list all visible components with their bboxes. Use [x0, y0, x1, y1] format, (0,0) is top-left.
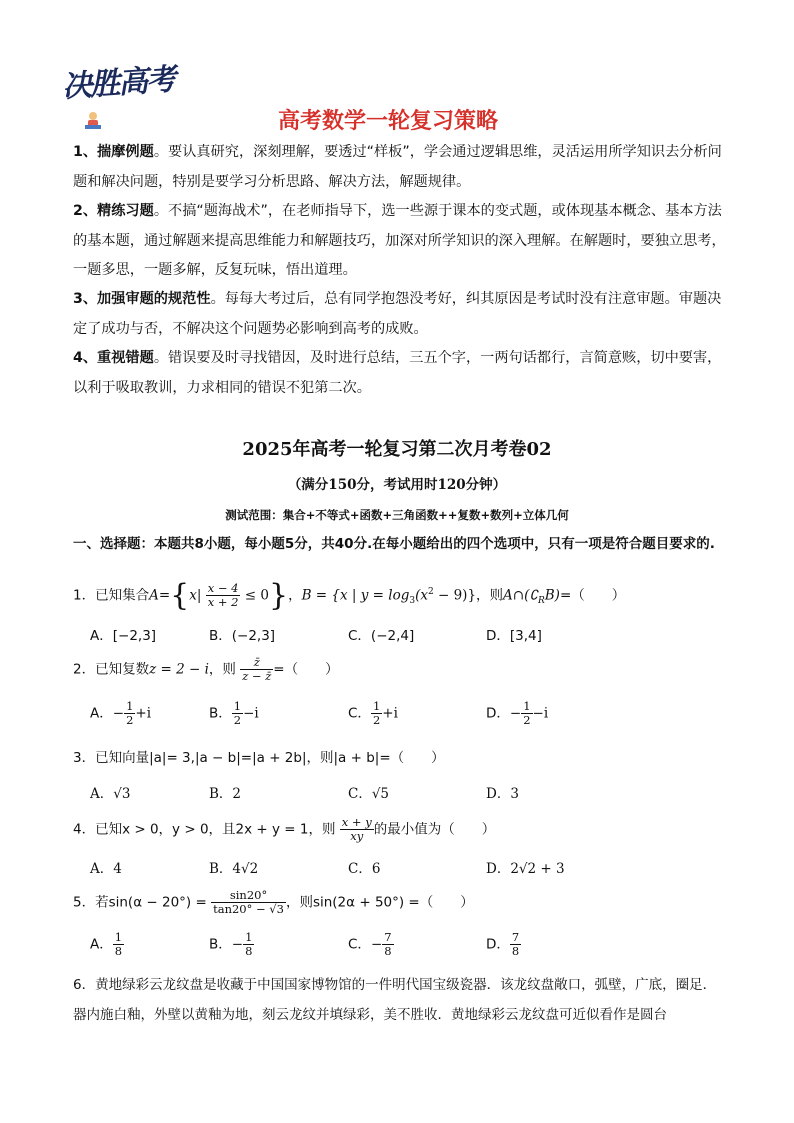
superscript: 2 — [427, 587, 434, 597]
question-6: 6．黄地绿彩云龙纹盘是收藏于中国国家博物馆的一件明代国宝级瓷器．该龙纹盘敞口，弧壁，广底，圈足．器内施白釉，外壁以黄釉为地，刻云龙纹并填绿彩，美不胜收．黄地绿彩云龙纹盘可近似看作是圆台 — [73, 977, 717, 1023]
strategy-item-head: 2、精练习题 — [73, 203, 154, 219]
numerator: 1 — [245, 930, 253, 944]
numerator: x + y — [341, 815, 372, 829]
subscript: 3 — [409, 596, 416, 607]
numerator: 7 — [511, 930, 520, 944]
denominator: 2 — [372, 713, 381, 727]
option-a[interactable]: A．[−2,3] — [90, 628, 157, 644]
math-var: x — [189, 587, 197, 604]
sign: − — [112, 705, 125, 722]
fraction — [232, 700, 243, 727]
math-expr: B) — [544, 587, 560, 604]
math-expr: −i — [243, 705, 259, 722]
numerator: 7 — [384, 930, 392, 944]
numerator: 1 — [114, 930, 123, 944]
exam-title: 2025年高考一轮复习第二次月考卷02 — [242, 439, 552, 460]
question-1 — [73, 578, 625, 613]
option-a[interactable] — [90, 931, 124, 958]
math-op: ≤ 0 — [244, 587, 269, 604]
strategy-item-body: 。错误要及时寻找错因，及时进行总结，三五个字，一两句话都行，言简意赅，切中要害，以利于吸取教训，力求相同的错误不犯第二次。 — [73, 350, 722, 396]
strategy-item-body: 。每每大考过后，总有同学抱怨没考好，纠其原因是考试时没有注意审题。审题决定了成功与否，不解决这个问题势必影响到高考的成败。 — [73, 291, 722, 337]
option-label: C． — [348, 936, 371, 953]
denominator: xy — [350, 829, 364, 843]
math-expr: z = 2 − i — [149, 661, 209, 678]
denominator: 2 — [126, 713, 134, 727]
math-expr: B = {x | y = log — [301, 587, 410, 604]
fraction — [521, 700, 532, 727]
sign: − — [509, 705, 522, 722]
option-a[interactable]: A．√3 — [90, 786, 131, 802]
question-3: 3．已知向量|a|= 3,|a − b|=|a + 2b|，则|a + b|=（ ） — [73, 750, 445, 766]
fraction — [211, 889, 286, 916]
option-a[interactable]: A．4 — [90, 861, 122, 877]
question-5 — [73, 889, 474, 916]
denominator: x + 2 — [207, 595, 239, 609]
math-expr: A∩(∁ — [503, 587, 538, 604]
right-brace-icon: } — [268, 578, 289, 613]
math-op: | — [196, 587, 202, 604]
question-text: ，则 — [208, 661, 236, 678]
denominator: tan20° − √3 — [213, 902, 284, 916]
brand-logo: 决胜高考 — [61, 62, 176, 105]
math-expr: − 9)} — [433, 587, 477, 604]
option-label: A． — [90, 936, 113, 953]
denominator: z − z̄ — [242, 669, 272, 683]
option-b[interactable] — [209, 700, 259, 727]
option-a[interactable] — [90, 700, 151, 727]
denominator: 8 — [384, 944, 392, 958]
option-d[interactable] — [486, 931, 521, 958]
student-illustration-icon — [82, 110, 104, 132]
question-text: ，则sin(2α + 50°) =（ ） — [285, 894, 474, 911]
option-d[interactable]: D．3 — [486, 786, 519, 802]
question-4 — [73, 816, 495, 843]
option-label: D． — [486, 705, 510, 722]
exam-scope: 测试范围：集合+不等式+函数+三角函数++复数+数列+立体几何 — [225, 508, 569, 522]
numerator: z̄ — [240, 656, 273, 670]
strategy-item-body: 。不搞“题海战术”，在老师指导下，选一些源于课本的变式题，或体现基本概念、基本方法的基本题，通过解题来提高思维能力和解题技巧，加深对所学知识的深入理解。在解题时，要独立思考，一题多思，一题多解，反复玩味，悟出道理。 — [73, 203, 726, 278]
fraction — [113, 931, 124, 958]
fraction — [510, 931, 521, 958]
numerator: 1 — [372, 699, 381, 713]
sign: − — [370, 936, 383, 953]
strategy-item-2 — [73, 197, 733, 286]
strategy-item-head: 4、重视错题 — [73, 350, 154, 366]
denominator: 2 — [233, 713, 242, 727]
option-d[interactable]: D．[3,4] — [486, 628, 542, 644]
option-c[interactable]: C．6 — [348, 861, 381, 877]
fraction — [243, 931, 254, 958]
exam-subtitle: （满分150分，考试用时120分钟） — [287, 477, 507, 493]
option-b[interactable]: B．2 — [209, 786, 242, 802]
option-c[interactable]: C．(−2,4] — [348, 628, 415, 644]
numerator: sin20° — [211, 889, 286, 903]
math-expr: −i — [532, 705, 549, 722]
question-text: =（ ） — [559, 587, 626, 604]
option-b[interactable]: B．4√2 — [209, 861, 259, 877]
option-c[interactable] — [348, 700, 398, 727]
section-heading: 一、选择题：本题共8小题，每小题5分，共40分.在每小题给出的四个选项中，只有一项是符合题目要求的. — [73, 536, 715, 552]
question-text: 已知复数 — [95, 661, 150, 678]
option-c[interactable]: C．√5 — [348, 786, 390, 802]
denominator: 2 — [523, 713, 531, 727]
option-label: D． — [486, 936, 510, 953]
math-expr: +i — [135, 705, 152, 722]
math-op: = — [158, 587, 171, 604]
question-number: 1． — [73, 587, 96, 604]
denominator: 8 — [114, 944, 123, 958]
strategy-item-head: 3、加强审题的规范性 — [73, 291, 211, 307]
numerator: 1 — [233, 699, 242, 713]
strategy-item-4 — [73, 344, 733, 403]
question-text: 已知集合 — [95, 587, 150, 604]
fraction — [371, 700, 382, 727]
option-d[interactable] — [486, 700, 548, 727]
denominator: 8 — [511, 944, 520, 958]
fraction — [124, 700, 135, 727]
strategy-title: 高考数学一轮复习策略 — [278, 109, 499, 134]
option-label: B． — [209, 705, 232, 722]
math-expr: (x — [415, 587, 428, 604]
fraction — [382, 931, 393, 958]
question-number: 2． — [73, 661, 96, 678]
question-text: 4．已知x > 0，y > 0，且2x + y = 1，则 — [73, 821, 336, 838]
question-text: 5．若sin(α − 20°) = — [73, 894, 207, 911]
numerator: 1 — [523, 699, 531, 713]
option-label: A． — [90, 705, 113, 722]
option-b[interactable] — [209, 931, 254, 958]
left-brace-icon: { — [170, 578, 190, 613]
fraction — [206, 582, 241, 609]
denominator: 8 — [245, 944, 253, 958]
option-label: B． — [209, 936, 232, 953]
subscript: R — [537, 596, 545, 607]
math-var: A — [149, 587, 159, 604]
question-text: ，则 — [476, 587, 504, 604]
numerator: x − 4 — [207, 581, 239, 595]
math-expr: +i — [382, 705, 398, 722]
option-d[interactable]: D．2√2 + 3 — [486, 861, 565, 877]
option-c[interactable] — [348, 931, 394, 958]
numerator: 1 — [126, 699, 134, 713]
strategy-item-body: 。要认真研究，深刻理解，要透过“样板”，学会通过逻辑思维，灵活运用所学知识去分析问题和解决问题，特别是要学习分析思路、解决方法，解题规律。 — [73, 144, 722, 190]
strategy-item-head: 1、揣摩例题 — [73, 144, 154, 160]
fraction — [240, 656, 273, 683]
question-2 — [73, 656, 339, 683]
question-text: =（ ） — [273, 661, 339, 678]
strategy-item-1 — [73, 138, 733, 197]
strategy-item-3 — [73, 285, 733, 344]
fraction — [340, 816, 374, 843]
sign: − — [231, 936, 244, 953]
option-b[interactable]: B．(−2,3] — [209, 628, 276, 644]
question-text: 的最小值为（ ） — [373, 821, 496, 838]
option-label: C． — [348, 705, 371, 722]
punct: ， — [288, 587, 302, 604]
